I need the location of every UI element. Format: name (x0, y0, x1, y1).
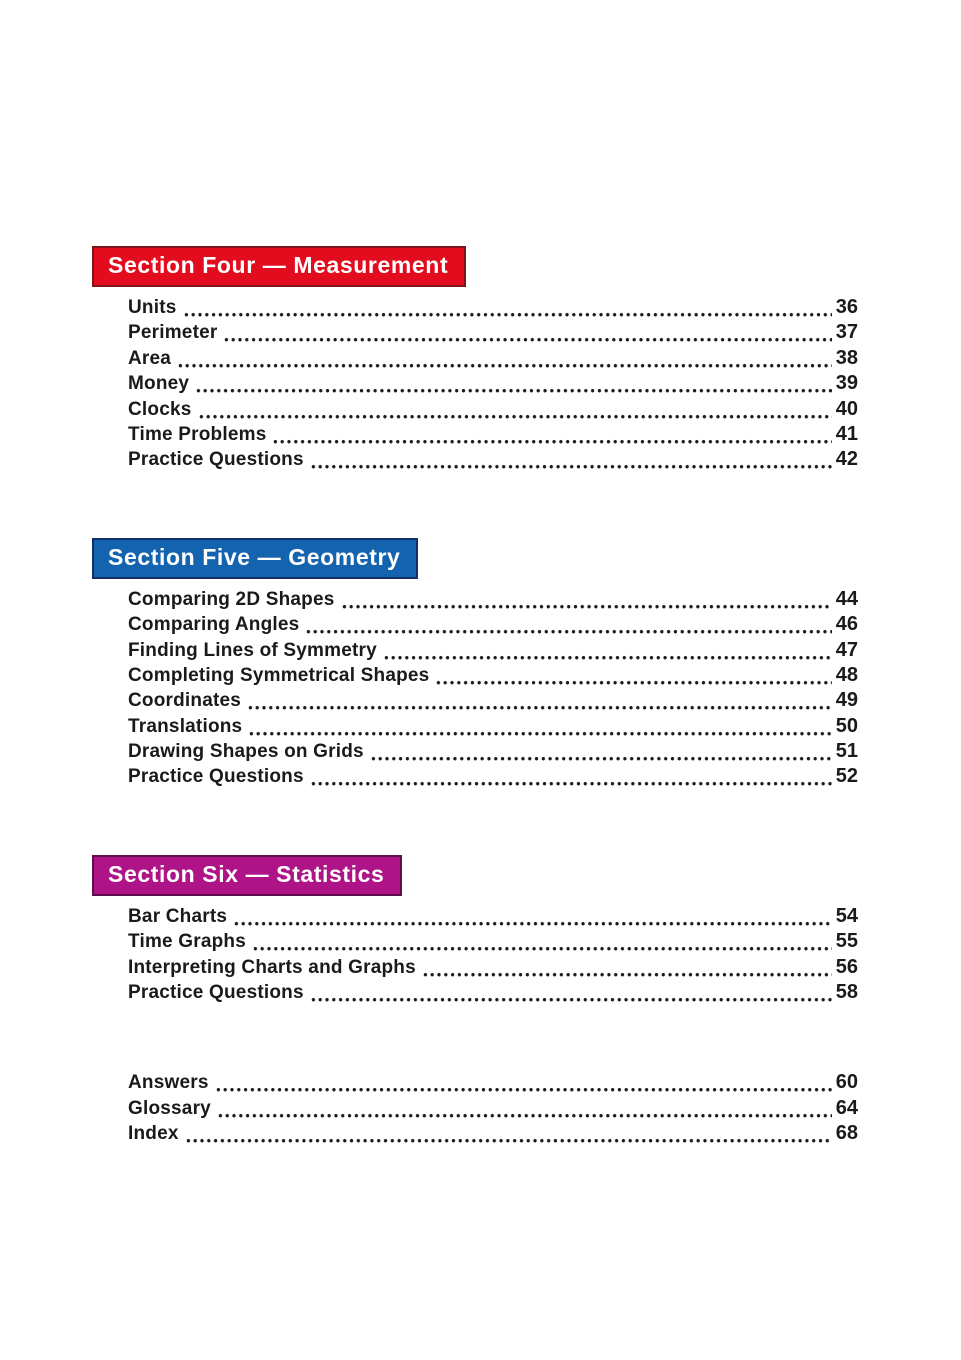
dot-leader (185, 1121, 832, 1146)
toc-entry-label: Practice Questions (128, 449, 304, 471)
toc-entry-page: 47 (835, 638, 858, 661)
section-entry-list (128, 904, 858, 1006)
toc-entry (128, 1096, 858, 1121)
toc-entry-page: 58 (835, 981, 858, 1004)
toc-entry-page: 68 (835, 1122, 858, 1145)
toc-entry (128, 371, 858, 396)
toc-entry (128, 955, 858, 980)
toc-entry-label: Practice Questions (128, 982, 304, 1004)
toc-entry-page: 38 (835, 346, 858, 369)
toc-entry-label: Comparing Angles (128, 614, 300, 636)
dot-leader (198, 397, 832, 422)
toc-entry-label: Drawing Shapes on Grids (128, 741, 364, 763)
toc-entry-label: Time Graphs (128, 931, 246, 953)
toc-section (0, 538, 961, 790)
end-matter-list (128, 1070, 858, 1146)
toc-entry (128, 397, 858, 422)
toc-entry-page: 36 (835, 295, 858, 318)
toc-entry (128, 320, 858, 345)
toc-entry-page: 52 (835, 765, 858, 788)
toc-entry-label: Bar Charts (128, 905, 228, 927)
toc-entry-page: 49 (835, 689, 858, 712)
toc-entry-page: 56 (835, 955, 858, 978)
section-title: Section Six — Statistics (108, 860, 385, 887)
dot-leader (383, 638, 832, 663)
toc-entry-label: Units (128, 296, 177, 318)
toc-entry-label: Time Problems (128, 423, 267, 445)
toc-entry (128, 980, 858, 1005)
toc-entry-page: 44 (835, 587, 858, 610)
toc-entry-page: 64 (835, 1096, 858, 1119)
dot-leader (248, 714, 831, 739)
section-banner (92, 538, 418, 579)
dot-leader (233, 904, 832, 929)
toc-entry-page: 37 (835, 321, 858, 344)
dot-leader (310, 764, 832, 789)
dot-leader (435, 663, 831, 688)
dot-leader (422, 955, 832, 980)
toc-entry-label: Area (128, 347, 172, 369)
toc-entry-label: Money (128, 373, 190, 395)
toc-sections (0, 246, 961, 1005)
dot-leader (310, 980, 832, 1005)
toc-entry (128, 929, 858, 954)
toc-entry-page: 55 (835, 930, 858, 953)
toc-entry-label: Comparing 2D Shapes (128, 588, 335, 610)
toc-section (0, 855, 961, 1006)
dot-leader (195, 371, 832, 396)
dot-leader (310, 447, 832, 472)
toc-entry (128, 904, 858, 929)
toc-entry-page: 48 (835, 663, 858, 686)
dot-leader (183, 295, 832, 320)
toc-entry-page: 46 (835, 613, 858, 636)
toc-entry (128, 1070, 858, 1095)
toc-entry (128, 346, 858, 371)
toc-entry (128, 688, 858, 713)
toc-entry (128, 638, 858, 663)
toc-entry-page: 54 (835, 904, 858, 927)
dot-leader (252, 929, 832, 954)
toc-entry-label: Completing Symmetrical Shapes (128, 664, 430, 686)
toc-entry-label: Answers (128, 1072, 209, 1094)
dot-leader (341, 587, 832, 612)
toc-entry-label: Interpreting Charts and Graphs (128, 956, 416, 978)
toc-entry (128, 422, 858, 447)
toc-entry (128, 587, 858, 612)
toc-entry-label: Index (128, 1123, 179, 1145)
dot-leader (272, 422, 831, 447)
toc-entry-page: 40 (835, 397, 858, 420)
dot-leader (215, 1070, 832, 1095)
dot-leader (177, 346, 832, 371)
toc-entry-label: Clocks (128, 398, 192, 420)
dot-leader (305, 612, 831, 637)
toc-entry-page: 42 (835, 448, 858, 471)
toc-entry-label: Translations (128, 715, 243, 737)
toc-entry (128, 1121, 858, 1146)
toc-section (0, 246, 961, 473)
toc-entry-page: 39 (835, 372, 858, 395)
dot-leader (223, 320, 831, 345)
section-entry-list (128, 295, 858, 473)
dot-leader (217, 1096, 832, 1121)
toc-entry (128, 764, 858, 789)
toc-entry (128, 663, 858, 688)
toc-entry-label: Perimeter (128, 322, 218, 344)
toc-entry-label: Finding Lines of Symmetry (128, 639, 377, 661)
toc-entry-label: Practice Questions (128, 766, 304, 788)
toc-entry-page: 41 (835, 422, 858, 445)
section-title: Section Four — Measurement (108, 252, 449, 278)
dot-leader (247, 688, 832, 713)
toc-entry (128, 295, 858, 320)
section-banner (92, 246, 466, 287)
toc-entry (128, 714, 858, 739)
toc-entry (128, 612, 858, 637)
dot-leader (370, 739, 832, 764)
toc-entry-label: Glossary (128, 1097, 211, 1119)
section-title: Section Five — Geometry (108, 543, 401, 570)
toc-entry-page: 50 (835, 714, 858, 737)
toc-entry (128, 739, 858, 764)
toc-entry-page: 51 (835, 740, 858, 763)
section-entry-list (128, 587, 858, 790)
toc-entry-label: Coordinates (128, 690, 242, 712)
section-banner (92, 855, 402, 896)
toc-entry-page: 60 (835, 1071, 858, 1094)
toc-entry (128, 447, 858, 472)
